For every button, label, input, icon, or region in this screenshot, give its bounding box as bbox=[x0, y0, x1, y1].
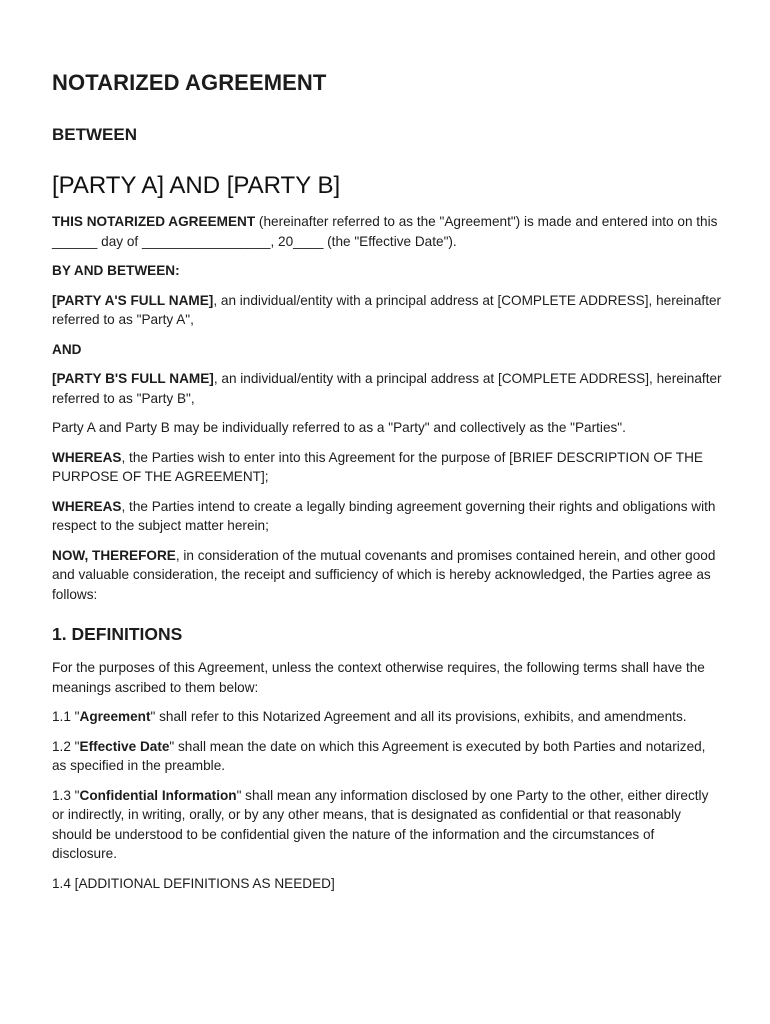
whereas-2-text: , the Parties intend to create a legally binding agreement governing their rights and obligations with respect to the subject matter herein; bbox=[52, 498, 716, 533]
definition-text: " shall mean any information disclosed by one Party to the other, either directly or indirectly, in writing, orally, or by any other means, that is designated as confidential or that reasonably should be understood to be confidential given the nature of the information and the circumstances of disclosure. bbox=[52, 787, 709, 861]
collective-text: Party A and Party B may be individually referred to as a "Party" and collectively as the "Parties". bbox=[52, 420, 626, 435]
parties-heading: [PARTY A] AND [PARTY B] bbox=[52, 172, 341, 199]
definition-prefix: 1.1 " bbox=[52, 709, 80, 724]
whereas-2-label: WHEREAS bbox=[52, 498, 122, 514]
document-body bbox=[52, 212, 722, 903]
definition-item bbox=[52, 786, 722, 864]
definition-text: " shall mean the date on which this Agreement is executed by both Parties and notarized, as specified in the preamble. bbox=[52, 738, 706, 773]
definition-text: " shall refer to this Notarized Agreement and all its provisions, exhibits, and amendments. bbox=[150, 709, 687, 724]
whereas-clause-2 bbox=[52, 497, 722, 536]
preamble-intro bbox=[52, 212, 722, 251]
definitions-heading: 1. DEFINITIONS bbox=[52, 624, 183, 644]
definition-term: Confidential Information bbox=[79, 787, 237, 803]
document-title: NOTARIZED AGREEMENT bbox=[52, 70, 327, 95]
definition-term: Agreement bbox=[79, 709, 151, 724]
whereas-1-text: , the Parties wish to enter into this Agreement for the purpose of [BRIEF DESCRIPTION OF THE PURPOSE OF THE AGREEMENT]; bbox=[52, 449, 703, 484]
collective-clause bbox=[52, 418, 722, 438]
definition-prefix: 1.3 " bbox=[52, 787, 80, 803]
by-and-between-label: BY AND BETWEEN: bbox=[52, 263, 180, 278]
party-a-clause bbox=[52, 291, 722, 330]
definition-item bbox=[52, 737, 722, 776]
now-therefore-label: NOW, THEREFORE bbox=[52, 547, 176, 563]
preamble-intro-text: (hereinafter referred to as the "Agreement") is made and entered into on this ______ day of _________________, 20____ (the "Effective Date"). bbox=[52, 214, 718, 249]
definition-item bbox=[52, 707, 722, 727]
and-line bbox=[52, 340, 722, 360]
definition-term: Effective Date bbox=[79, 738, 170, 754]
definition-prefix: 1.2 " bbox=[52, 738, 80, 754]
and-label: AND bbox=[52, 341, 82, 357]
now-therefore-clause bbox=[52, 546, 722, 605]
party-a-name: [PARTY A'S FULL NAME] bbox=[52, 292, 214, 308]
whereas-1-label: WHEREAS bbox=[52, 449, 122, 465]
party-b-text: , an individual/entity with a principal address at [COMPLETE ADDRESS], hereinafter referred to as "Party B", bbox=[52, 371, 722, 406]
document-subtitle: BETWEEN bbox=[52, 125, 137, 144]
definition-additional: 1.4 [ADDITIONAL DEFINITIONS AS NEEDED] bbox=[52, 875, 335, 891]
now-therefore-text: , in consideration of the mutual covenants and promises contained herein, and other good and valuable consideration, the receipt and sufficiency of which is hereby acknowledged, the Parties agree as follows: bbox=[52, 547, 716, 602]
party-a-text: , an individual/entity with a principal address at [COMPLETE ADDRESS], hereinafter referred to as "Party A", bbox=[52, 292, 722, 327]
by-and-between bbox=[52, 261, 722, 281]
whereas-clause-1 bbox=[52, 448, 722, 487]
definitions-intro: For the purposes of this Agreement, unless the context otherwise requires, the following terms shall have the meanings ascribed to them below: bbox=[52, 660, 705, 695]
party-b-name: [PARTY B'S FULL NAME] bbox=[52, 371, 214, 386]
party-b-clause bbox=[52, 369, 722, 408]
preamble-intro-bold: THIS NOTARIZED AGREEMENT bbox=[52, 214, 256, 229]
